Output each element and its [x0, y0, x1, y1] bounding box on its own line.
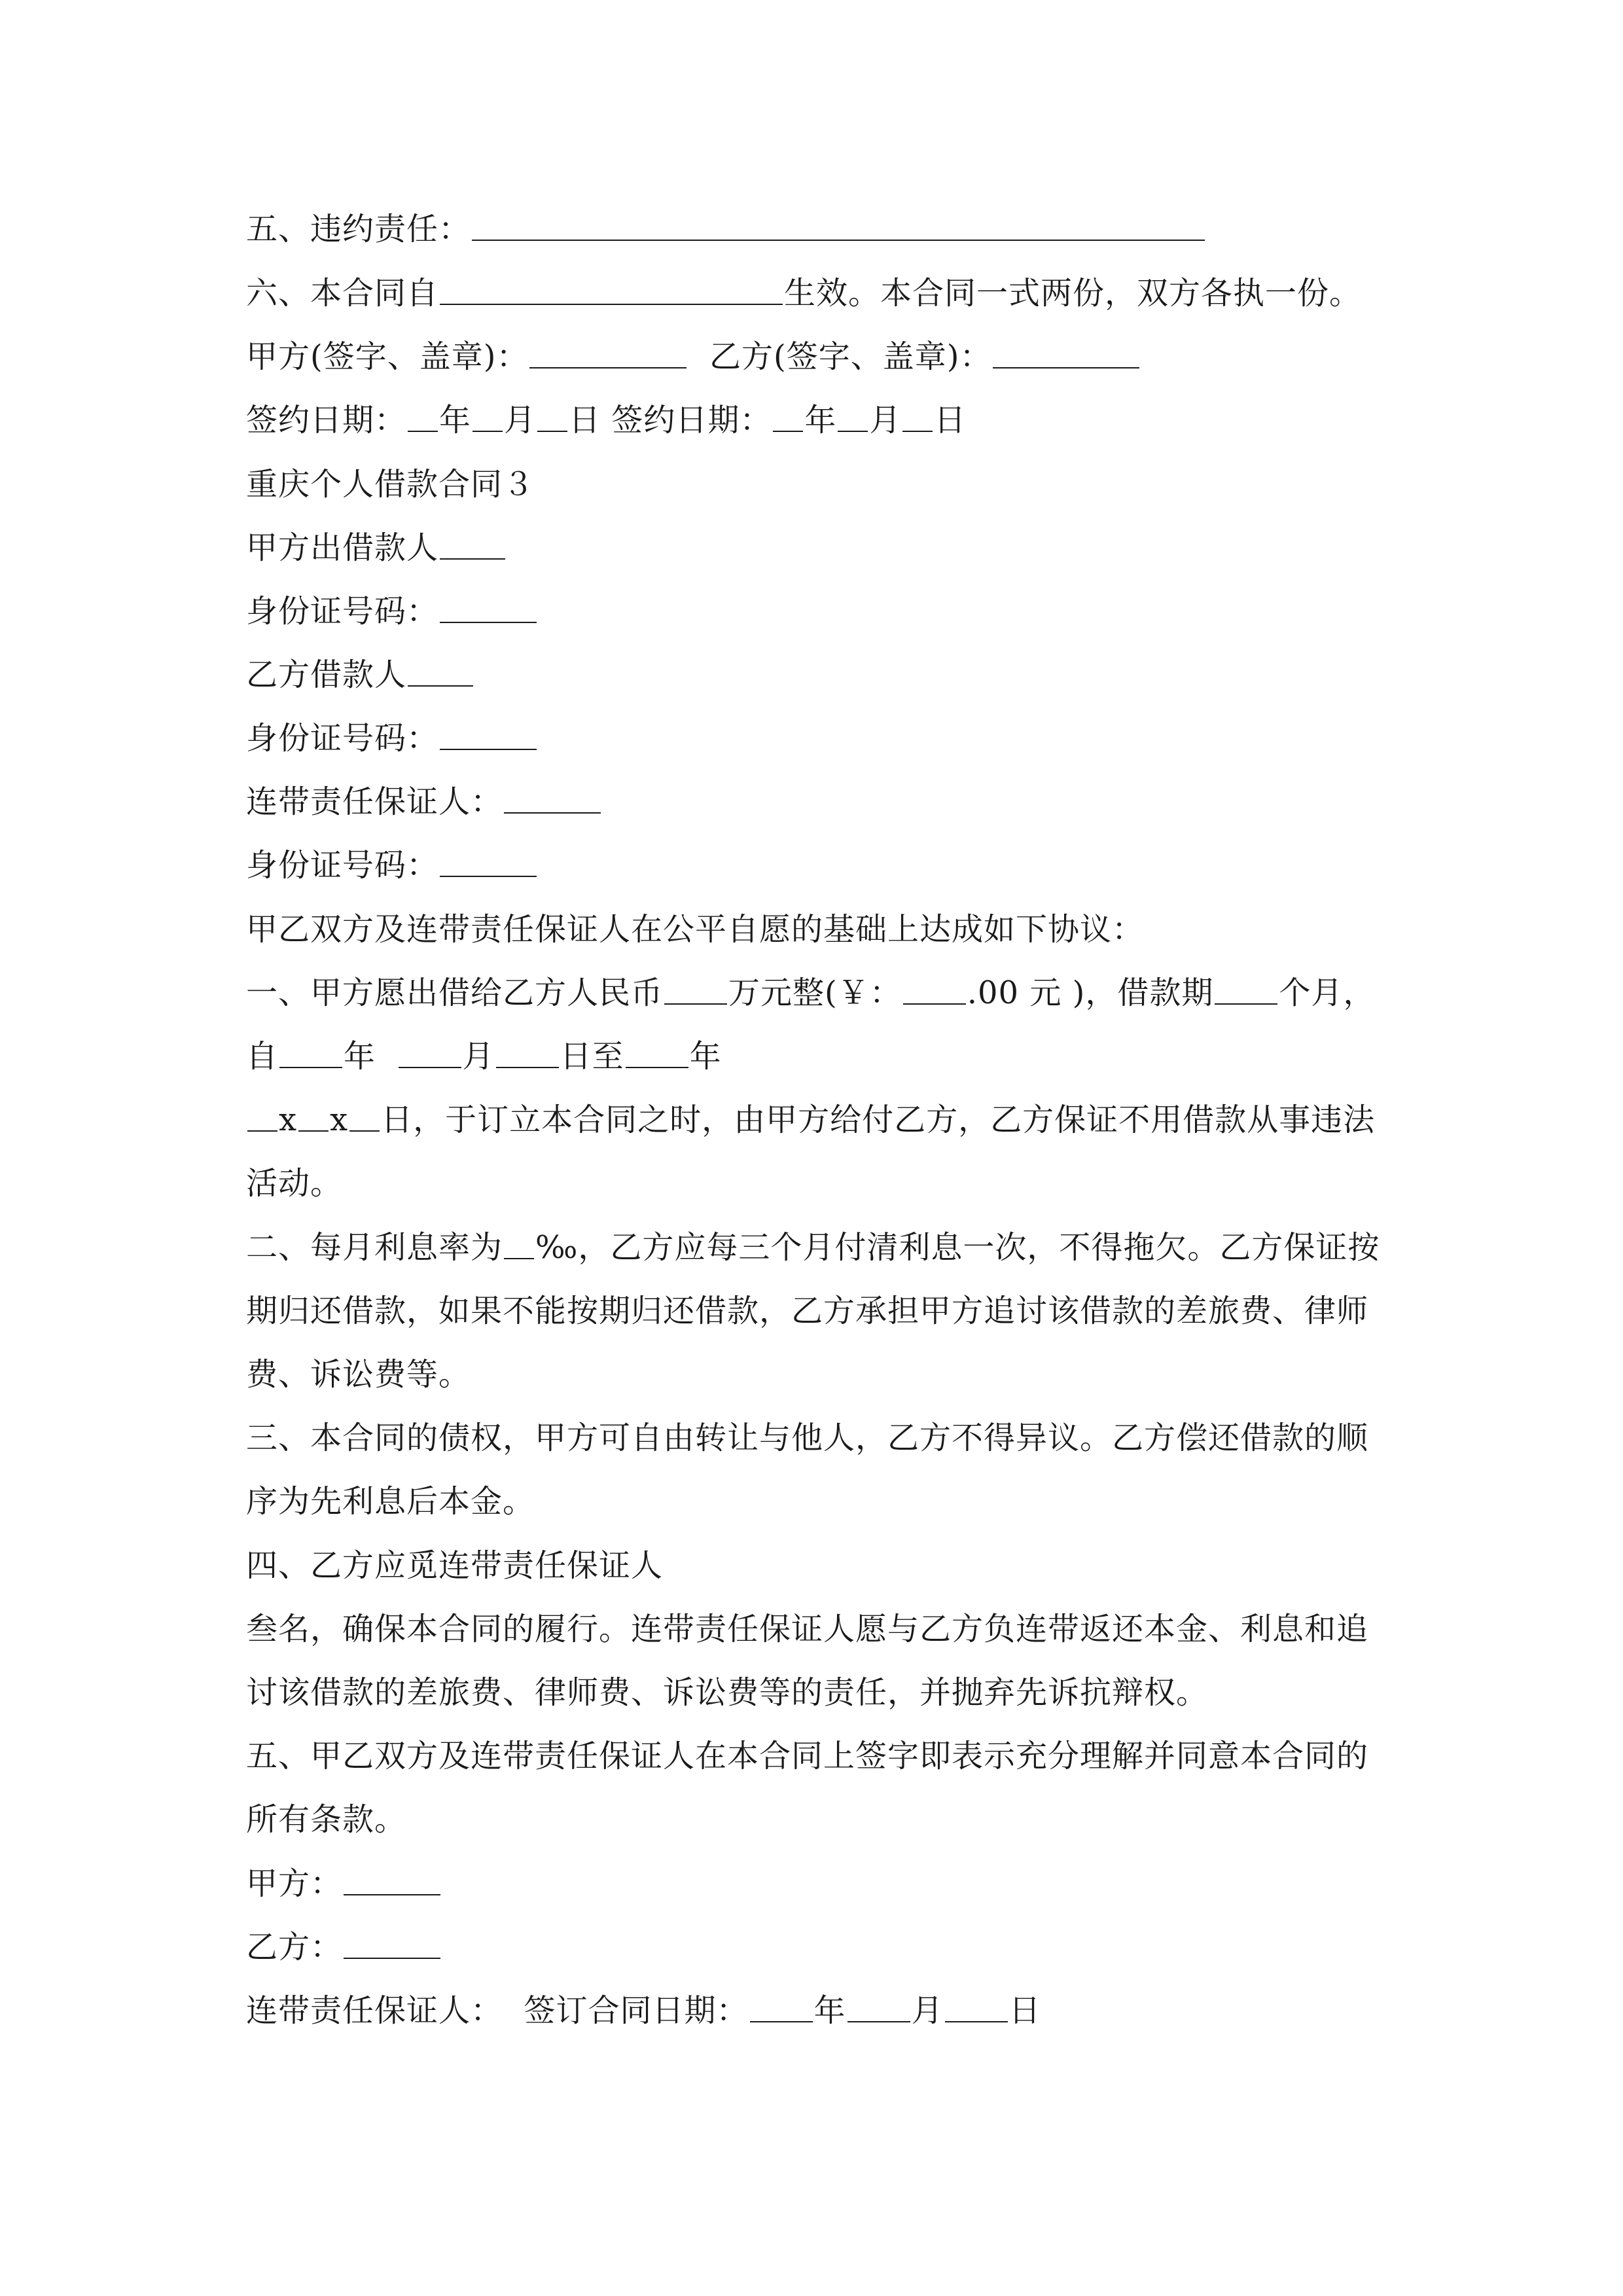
text: 万元整(￥： — [728, 975, 902, 1011]
contract-date-label: 签订合同日期： — [524, 1992, 749, 2029]
text: 叁名，确保本合同的履行。连带责任保证人愿与乙方负连带返还本金、利息和追 — [246, 1611, 1369, 1647]
guarantor-label: 连带责任保证人： — [246, 783, 503, 820]
text: 活动。 — [246, 1165, 343, 1202]
text: 日至 — [560, 1038, 624, 1075]
text: 五、违约责任： — [246, 211, 471, 247]
contract-title — [246, 458, 535, 511]
lender-row — [246, 522, 507, 574]
guarantor-blank[interactable] — [504, 776, 601, 814]
amount-figure-blank[interactable] — [903, 967, 966, 1005]
guarantor-signature-date — [246, 1984, 1041, 2037]
id-label: 身份证号码： — [246, 720, 439, 757]
year-label: 年 — [439, 402, 472, 439]
agreement-intro — [246, 903, 1144, 956]
day-label: 日 — [1008, 1992, 1041, 2029]
term-blank[interactable] — [1215, 967, 1277, 1005]
day-label: 日 — [569, 402, 601, 439]
clause-5-line-2 — [246, 1793, 406, 1846]
clause-4-line-3 — [246, 1666, 1208, 1719]
clause-1-line-1 — [246, 967, 1375, 1019]
amount-blank[interactable] — [664, 967, 727, 1005]
clause-4-line-1 — [246, 1539, 663, 1592]
clause-4-line-2 — [246, 1603, 1368, 1655]
month-blank[interactable] — [399, 1030, 461, 1068]
day-blank[interactable] — [496, 1030, 559, 1068]
id-blank[interactable] — [440, 712, 537, 750]
rate-blank[interactable] — [504, 1221, 534, 1259]
id-label: 身份证号码： — [246, 593, 439, 630]
party-a-label: 甲方： — [246, 1865, 343, 1902]
clause-breach-liability — [246, 203, 1206, 255]
borrower-label: 乙方借款人 — [246, 656, 407, 693]
text: 年 — [689, 1038, 722, 1075]
clause-3-line-1 — [246, 1412, 1368, 1464]
text: x — [279, 1102, 298, 1138]
text: 四、乙方应觅连带责任保证人 — [246, 1547, 664, 1584]
text: 年 — [344, 1038, 376, 1075]
text: 日，于订立本合同之时，由甲方给付乙方，乙方保证不用借款从事违法 — [381, 1102, 1376, 1138]
month-blank[interactable] — [473, 394, 503, 432]
sign-date-label: 签约日期： — [246, 402, 407, 439]
month-blank[interactable] — [847, 1984, 910, 2022]
day-blank[interactable] — [902, 394, 933, 432]
year-blank[interactable] — [773, 394, 803, 432]
party-b-signature — [246, 1921, 442, 1973]
title-text: 重庆个人借款合同３ — [246, 466, 535, 503]
party-a-blank[interactable] — [344, 1857, 440, 1895]
text: 所有条款。 — [246, 1801, 407, 1838]
day-blank[interactable] — [945, 1984, 1008, 2022]
clause-1-line-3 — [246, 1094, 1375, 1146]
text: 生效。本合同一式两份，双方各执一份。 — [784, 275, 1362, 312]
text: 三、本合同的债权，甲方可自由转让与他人，乙方不得异议。乙方偿还借款的顺 — [246, 1420, 1369, 1456]
text: ‰，乙方应每三个月付清利息一次，不得拖欠。乙方保证按 — [535, 1229, 1380, 1266]
year-blank[interactable] — [408, 394, 438, 432]
clause-3-line-2 — [246, 1475, 535, 1528]
month-blank[interactable] — [838, 394, 868, 432]
borrower-id-row — [246, 712, 538, 764]
text: 月 — [462, 1038, 495, 1075]
lender-blank[interactable] — [440, 522, 505, 560]
month-label: 月 — [504, 402, 537, 439]
blank[interactable] — [349, 1094, 380, 1132]
text: 二、每月利息率为 — [246, 1229, 503, 1266]
party-a-sign-label: 甲方(签字、盖章)： — [246, 338, 529, 375]
text: 自 — [246, 1038, 279, 1075]
lender-label: 甲方出借款人 — [246, 529, 439, 566]
guarantor-row — [246, 776, 602, 828]
blank[interactable] — [247, 1094, 277, 1132]
text: 讨该借款的差旅费、律师费、诉讼费等的责任，并抛弃先诉抗辩权。 — [246, 1674, 1209, 1711]
month-label: 月 — [869, 402, 902, 439]
day-blank[interactable] — [537, 394, 567, 432]
month-label: 月 — [911, 1992, 944, 2029]
year-label: 年 — [813, 1992, 846, 2029]
party-b-sign-blank[interactable] — [993, 331, 1139, 368]
text: x — [330, 1102, 349, 1138]
text: 一、甲方愿出借给乙方人民币 — [246, 975, 664, 1011]
party-b-sign-label: 乙方(签字、盖章)： — [709, 338, 992, 375]
signature-row — [246, 331, 1141, 383]
sign-date-row — [246, 394, 966, 446]
party-b-blank[interactable] — [344, 1921, 440, 1959]
borrower-blank[interactable] — [408, 649, 473, 687]
text: 序为先利息后本金。 — [246, 1483, 535, 1520]
party-a-signature — [246, 1857, 442, 1910]
sign-date-label: 签约日期： — [611, 402, 772, 439]
clause-2-line-2 — [246, 1285, 1368, 1337]
text: 个月， — [1279, 975, 1376, 1011]
blank-line[interactable] — [472, 203, 1205, 241]
blank-line[interactable] — [440, 267, 783, 305]
clause-2-line-1 — [246, 1221, 1380, 1274]
id-blank[interactable] — [440, 585, 537, 623]
year-label: 年 — [804, 402, 837, 439]
id-blank[interactable] — [440, 839, 537, 877]
clause-1-line-4 — [246, 1157, 342, 1210]
paragraph-text: 甲乙双方及连带责任保证人在公平自愿的基础上达成如下协议： — [246, 911, 1145, 948]
year-blank[interactable] — [626, 1030, 688, 1068]
text: .00 元 )，借款期 — [967, 975, 1214, 1011]
id-label: 身份证号码： — [246, 847, 439, 884]
text: 费、诉讼费等。 — [246, 1356, 471, 1393]
text: 五、甲乙双方及连带责任保证人在本合同上签字即表示充分理解并同意本合同的 — [246, 1738, 1369, 1774]
guarantor-label: 连带责任保证人： — [246, 1992, 503, 2029]
lender-id-row — [246, 585, 538, 637]
day-label: 日 — [934, 402, 967, 439]
year-blank[interactable] — [279, 1030, 342, 1068]
text: 六、本合同自 — [246, 275, 439, 312]
clause-1-line-2 — [246, 1030, 722, 1083]
year-blank[interactable] — [750, 1984, 813, 2022]
party-a-sign-blank[interactable] — [529, 331, 687, 368]
clause-effective-date — [246, 267, 1361, 319]
guarantor-id-row — [246, 839, 538, 891]
borrower-row — [246, 649, 474, 701]
blank[interactable] — [298, 1094, 329, 1132]
party-b-label: 乙方： — [246, 1929, 343, 1965]
clause-5-line-1 — [246, 1730, 1368, 1782]
text: 期归还借款，如果不能按期归还借款，乙方承担甲方追讨该借款的差旅费、律师 — [246, 1293, 1369, 1329]
clause-2-line-3 — [246, 1348, 471, 1401]
